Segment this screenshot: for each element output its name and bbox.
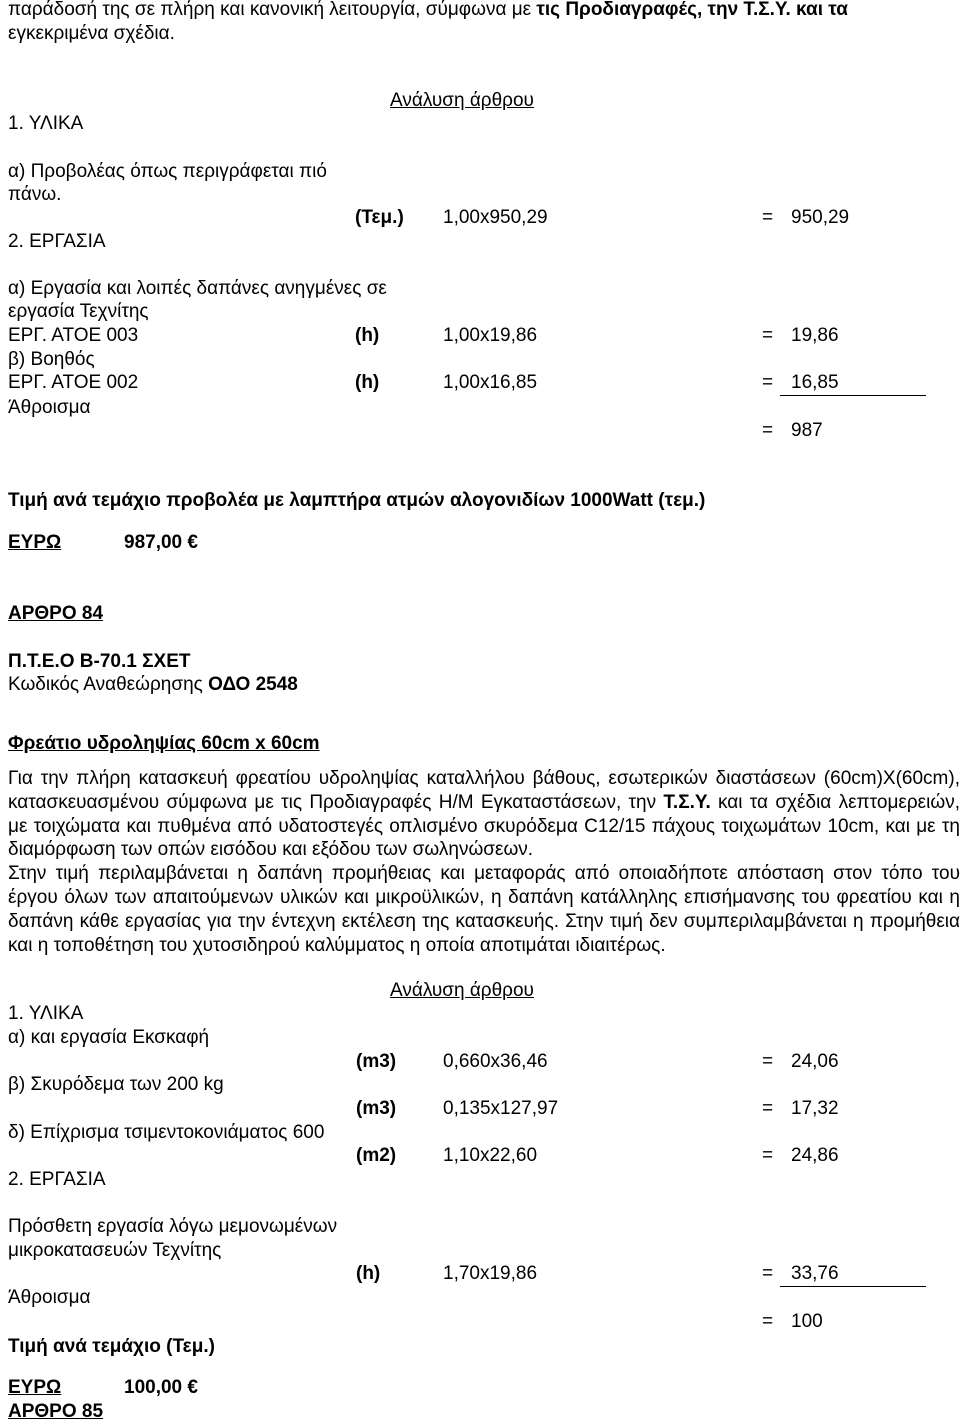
- sum-eq: =: [762, 420, 774, 441]
- sum-underline-84: [780, 1286, 926, 1287]
- unit-price-title-84: Τιμή ανά τεμάχιο (Τεμ.): [8, 1336, 215, 1357]
- price-value-84: [124, 1377, 198, 1399]
- material-b-calc: 0,135x127,97: [443, 1098, 559, 1119]
- materials-title: 1. ΥΛΙΚΑ: [8, 113, 84, 134]
- item-a-line-2: πάνω.: [8, 184, 62, 205]
- item-a-result: 950,29: [791, 207, 850, 228]
- price-value: [124, 532, 198, 554]
- labor-84-calc: 1,70x19,86: [443, 1263, 538, 1284]
- material-d-eq: =: [762, 1145, 774, 1166]
- intro-line-1: [8, 0, 848, 21]
- currency-label: ΕΥΡΩ: [8, 532, 62, 553]
- labor-a-unit: (h): [355, 325, 380, 346]
- material-b-result: 17,32: [791, 1098, 839, 1119]
- revision-code: ΟΔΟ 2548: [208, 674, 298, 695]
- item-title: Φρεάτιο υδροληψίας 60cm x 60cm: [8, 733, 320, 754]
- sum-label: Άθροισμα: [8, 397, 91, 418]
- labor-84-unit: (h): [356, 1263, 381, 1284]
- item-a-eq: =: [762, 207, 774, 228]
- sum-underline: [780, 395, 926, 396]
- labor-b-label: β) Βοηθός: [8, 349, 95, 370]
- material-d-unit: (m2): [356, 1145, 397, 1166]
- item-a-line-1: α) Προβολέας όπως περιγράφεται πιό: [8, 161, 327, 182]
- labor-84-line-1: Πρόσθετη εργασία λόγω μεμονωμένων: [8, 1216, 338, 1237]
- labor-a-line-2: εργασία Τεχνίτης: [8, 301, 149, 322]
- material-d-result: 24,86: [791, 1145, 839, 1166]
- article-84-title: ΑΡΘΡΟ 84: [8, 603, 104, 624]
- intro-bold-text: τις Προδιαγραφές, την Τ.Σ.Υ. και τα: [536, 0, 848, 20]
- labor-b-calc: 1,00x16,85: [443, 372, 538, 393]
- item-a-calc: 1,00x950,29: [443, 207, 548, 228]
- labor-b-code: ΕΡΓ. ΑΤΟΕ 002: [8, 372, 139, 393]
- ref-code: Π.Τ.Ε.Ο Β-70.1 ΣΧΕΤ: [8, 651, 191, 672]
- item-a-unit: (Τεμ.): [355, 207, 404, 228]
- labor-a-line-1: α) Εργασία και λοιπές δαπάνες ανηγμένες σε: [8, 278, 387, 299]
- desc-text-1: Για την πλήρη κατασκευή φρεατίου υδροληψίας καταλλήλου βάθους, εσωτερικών διαστάσεων (60cm)Χ(60cm), κατασκευασμένου σύμφωνα με τις Προδιαγραφές Η/Μ Εγκαταστάσεων, την: [8, 768, 960, 813]
- desc-bold: Τ.Σ.Υ.: [663, 791, 711, 813]
- material-a-eq: =: [762, 1051, 774, 1072]
- material-b-unit: (m3): [356, 1098, 397, 1119]
- labor-84-eq: =: [762, 1263, 774, 1284]
- labor-a-code: ΕΡΓ. ΑΤΟΕ 003: [8, 325, 139, 346]
- material-d-calc: 1,10x22,60: [443, 1145, 538, 1166]
- material-a-result: 24,06: [791, 1051, 839, 1072]
- material-b-eq: =: [762, 1098, 774, 1119]
- currency-label-84: ΕΥΡΩ: [8, 1377, 62, 1398]
- sum-eq-84: =: [762, 1311, 774, 1332]
- material-d-label: δ) Επίχρισμα τσιμεντοκονιάματος 600: [8, 1122, 325, 1143]
- sum-value: 987: [791, 420, 823, 441]
- labor-title-84: 2. ΕΡΓΑΣΙΑ: [8, 1169, 106, 1190]
- material-a-unit: (m3): [356, 1051, 397, 1072]
- sum-value-84: 100: [791, 1311, 823, 1332]
- revision-label: Κωδικός Αναθεώρησης: [8, 674, 209, 695]
- revision-line: [8, 674, 298, 696]
- desc-text-2: και τα σχέδια λεπτομερειών, με τοιχώματα και πυθμένα από υδατοστεγές οπλισμένο σκυρόδεμα C12/15 πάχους τοιχωμάτων 10cm, και με τη διαμόρφωση των οπών εισόδου και εξόδου των σωληνώσεων.: [8, 791, 960, 861]
- material-a-calc: 0,660x36,46: [443, 1051, 548, 1072]
- price-number: 987,00: [124, 532, 183, 553]
- labor-84-result: 33,76: [791, 1263, 839, 1284]
- labor-b-result: 16,85: [791, 372, 839, 393]
- material-b-label: β) Σκυρόδεμα των 200 kg: [8, 1074, 224, 1095]
- sum-label-84: Άθροισμα: [8, 1287, 91, 1308]
- labor-a-result: 19,86: [791, 325, 839, 346]
- price-number-84: 100,00: [124, 1377, 183, 1398]
- euro-icon: €: [187, 532, 198, 553]
- analysis-header: Ανάλυση άρθρου: [390, 90, 534, 111]
- labor-a-eq: =: [762, 325, 774, 346]
- labor-a-calc: 1,00x19,86: [443, 325, 538, 346]
- labor-b-unit: (h): [355, 372, 380, 393]
- euro-icon: €: [187, 1377, 198, 1398]
- labor-b-eq: =: [762, 372, 774, 393]
- analysis-header-84: Ανάλυση άρθρου: [390, 980, 534, 1001]
- material-a-label: α) και εργασία Εκσκαφή: [8, 1027, 210, 1048]
- intro-line-2: εγκεκριμένα σχέδια.: [8, 23, 175, 44]
- item-description: [8, 767, 960, 957]
- intro-text: παράδοσή της σε πλήρη και κανονική λειτουργία, σύμφωνα με: [8, 0, 537, 20]
- labor-title: 2. ΕΡΓΑΣΙΑ: [8, 231, 106, 252]
- labor-84-line-2: μικροκατασευών Τεχνίτης: [8, 1240, 222, 1261]
- desc-text-3: Στην τιμή περιλαμβάνεται η δαπάνη προμήθειας και μεταφοράς από οποιαδήποτε απόσταση στον τόπο του έργου όλων των απαιτούμενων υλικών και μικροϋλικών, η δαπάνη κατάλληλης επισήμανσης του φρεατίου και η δαπάνη κάθε εργασίας για την έντεχνη εκτέλεση της κατασκευής. Στην τιμή δεν συμπεριλαμβάνεται η προμήθεια και η τοποθέτηση του χυτοσιδηρού καλύμματος η οποία αποτιμάται ιδιαιτέρως.: [8, 863, 960, 956]
- article-85-title: ΑΡΘΡΟ 85: [8, 1401, 104, 1422]
- materials-title-84: 1. ΥΛΙΚΑ: [8, 1003, 84, 1024]
- unit-price-title: Τιμή ανά τεμάχιο προβολέα με λαμπτήρα ατμών αλογονιδίων 1000Watt (τεμ.): [8, 490, 706, 511]
